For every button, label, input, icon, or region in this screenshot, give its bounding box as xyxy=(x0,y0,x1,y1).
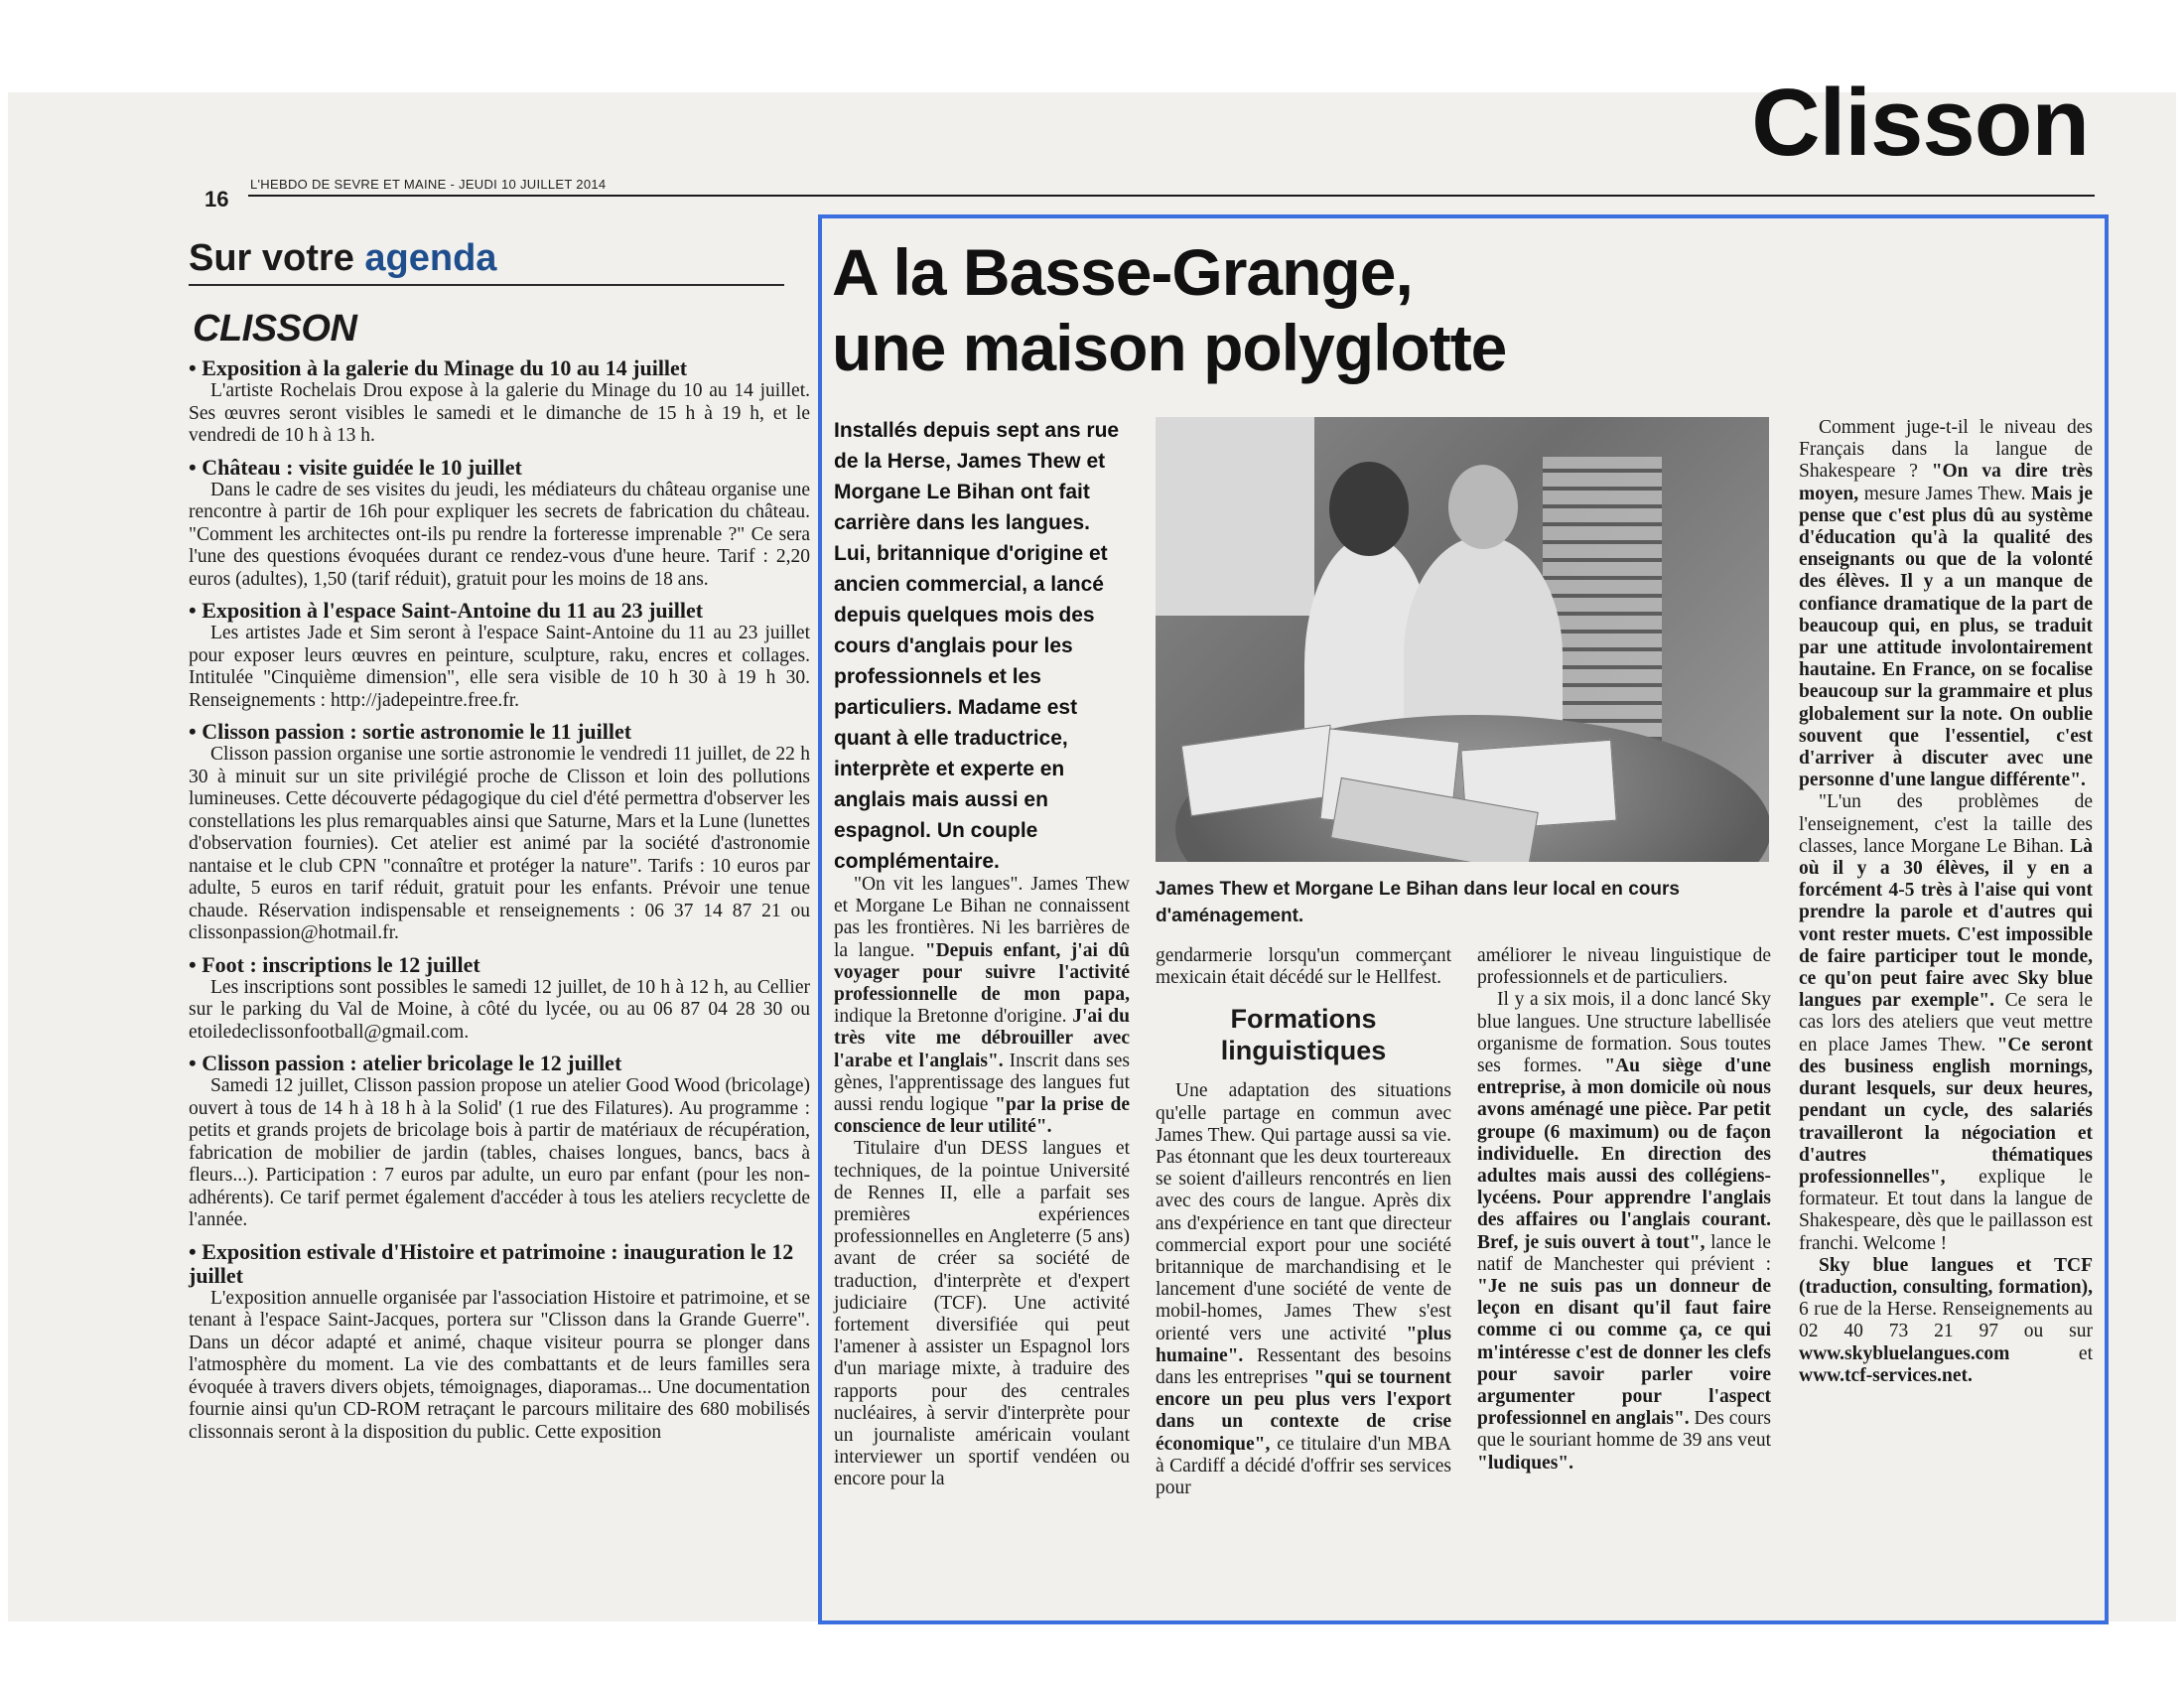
agenda-column xyxy=(189,236,810,1452)
headline-line-1: A la Basse-Grange, xyxy=(832,235,1413,309)
text-run: indique la Bretonne d'origine. xyxy=(834,1006,1073,1028)
city-heading: Clisson xyxy=(1751,70,2089,176)
event-body: L'artiste Rochelais Drou expose à la galerie du Minage du 10 au 14 juillet. Ses œuvres seront visibles le samedi et le dimanche de 15 h à 19 h, et le vendredi de 10 h à 13 h. xyxy=(189,380,810,446)
text-run: ce titulaire d'un MBA à Cardiff a décidé d'offrir ses services pour xyxy=(1156,1433,1451,1499)
paragraph xyxy=(1156,1080,1451,1499)
headline-line-2: une maison polyglotte xyxy=(832,311,1507,384)
photo-caption: James Thew et Morgane Le Bihan dans leur local en cours d'aménagement. xyxy=(1156,879,1680,926)
event-title: • Exposition à l'espace Saint-Antoine du 11 au 23 juillet xyxy=(189,598,704,623)
text-run: Il y a six mois, il a donc lancé Sky blue langues. Une structure labellisée organisme de formation. Sous toutes ses formes. xyxy=(1477,989,1771,1077)
article-photo xyxy=(1156,417,1769,862)
agenda-section-name: CLISSON xyxy=(193,308,357,350)
quote-run: J'ai du très vite me débrouiller avec l'arabe et l'anglais". xyxy=(834,1006,1131,1071)
event-body: L'exposition annuelle organisée par l'association Histoire et patrimoine, et se tenant à l'espace Saint-Jacques, portera sur "Clisson dans la Grande Guerre". Dans un décor adapté et animé, chaque visiteur pourra se plonger dans l'atmosphère du moment. La vie des combattants et de leurs familles sera évoquée à travers divers objets, témoignages, diaporamas... Une documentation fournie ainsi qu'un CD-ROM retraçant le parcours militaire des 680 mobilisés clissonnais seront à la disposition du public. Cette exposition xyxy=(189,1287,810,1443)
event-body: Clisson passion organise une sortie astronomie le vendredi 11 juillet, de 22 h 30 à minuit sur un site privilégié proche de Clisson et loin des pollutions lumineuses. Cette découverte pédagogique du ciel d'été permettra d'observer les constellations les plus remarquables ainsi que Saturne, Mars et la Lune (lunettes d'observation fournies). Cet atelier est animé par la société d'astronomie nantaise et le club CPN "connaître et protéger la nature". Tarifs : 10 euros par adulte, 5 euros en tarif réduit, gratuit pour les enfants. Prévoir une tenue chaude. Réservation indispensable et renseignements : 06 37 14 87 21 ou clissonpassion@hotmail.fr. xyxy=(189,744,810,943)
contact-info xyxy=(1799,1255,2093,1387)
agenda-title-accent: agenda xyxy=(364,237,497,279)
text-run: Des cours que le souriant homme de 39 ans veut xyxy=(1477,1408,1771,1452)
article-column-3 xyxy=(1477,945,1771,1475)
agenda-event xyxy=(189,456,810,592)
event-title: • Clisson passion : atelier bricolage le 12 juillet xyxy=(189,1051,622,1075)
paragraph xyxy=(834,874,1130,1138)
text-run: Comment juge-t-il le niveau des Français dans la langue de Shakespeare ? xyxy=(1799,417,2093,483)
article-subhead: Formations linguistiques xyxy=(1220,1004,1387,1066)
text-run: Une adaptation des situations qu'elle partage en commun avec James Thew. Qui partage aussi sa vie. Pas étonnant que les deux tourtereaux se soient d'ailleurs rencontrés en lien avec des cours de langue. Après dix ans d'expérience en tant que directeur commercial export pour une société britannique de marchandising et le lancement d'une société de vente de mobil-homes, James Thew s'est orienté vers une activité xyxy=(1156,1080,1451,1344)
agenda-title-prefix: Sur votre xyxy=(189,237,365,279)
photo-window xyxy=(1156,417,1314,616)
article-column-4 xyxy=(1799,417,2093,1387)
quote-run: "Je ne suis pas un donneur de leçon en disant qu'il faut faire comme ci ou comme ça, ce qui m'intéresse c'est de donner les clefs pour savoir parler voire argumenter pour l'aspect professionnel en anglais". xyxy=(1477,1276,1771,1430)
text-run: lance le natif de Manchester qui prévient : xyxy=(1477,1231,1771,1275)
text-run: "On vit les langues". James Thew et Morgane Le Bihan ne connaissent pas les frontières. Ni les barrières de la langue. xyxy=(834,874,1130,961)
photo-head-man xyxy=(1448,465,1518,549)
header-rule xyxy=(248,195,2095,197)
event-body: Samedi 12 juillet, Clisson passion propose un atelier Good Wood (bricolage) ouvert à tous de 14 h à 18 h à la Solid' (1 rue des Filatures). Au programme : petits et grands projets de bricolage bois à partir de matériaux de récupération, fabrication de mobilier de jardin (tables, chaises longues, bancs, bacs à fleurs...). Participation : 7 euros par adulte, un euro par enfant (pour les non-adhérents). Ce tarif permet également d'accéder à tous les ateliers recyclette de l'année. xyxy=(189,1075,810,1230)
masthead-show-through xyxy=(208,99,222,149)
article-headline xyxy=(832,234,1725,385)
contact-company: Sky blue langues et TCF (traduction, consulting, formation), xyxy=(1799,1254,2093,1298)
quote-run: Là où il y a 30 élèves, il y en a forcément 4-5 très à l'aise qui vont prendre la parole et d'autres qui vont rester muets. C'est impossible de faire participer tout le monde, ce qu'on peut faire avec Sky blue langues par exemple". xyxy=(1799,835,2093,1012)
quote-run: "Au siège d'une entreprise, à mon domicile où nous avons aménagé une pièce. Par petit groupe (6 maximum) ou de façon individuelle. En direction des adultes mais aussi des collégiens-lycéens. Pour apprendre l'anglais des affaires ou l'anglais courant. Bref, je suis ouvert à tout", xyxy=(1477,1055,1771,1253)
contact-website: www.tcf-services.net. xyxy=(1799,1364,1973,1386)
paragraph: gendarmerie lorsqu'un commerçant mexicain était décédé sur le Hellfest. xyxy=(1156,945,1451,989)
text-run: Inscrit dans ses gènes, l'apprentissage des langues fut aussi rendu logique xyxy=(834,1050,1130,1116)
agenda-event xyxy=(189,720,810,945)
text-run: et xyxy=(2009,1342,2093,1364)
text-run: mesure James Thew. xyxy=(1858,483,2032,504)
event-title: • Exposition estivale d'Histoire et patrimoine : inauguration le 12 juillet xyxy=(189,1238,794,1288)
quote-run: "par la prise de conscience de leur utilité". xyxy=(834,1094,1130,1138)
quote-run: "plus humaine". xyxy=(1156,1323,1451,1366)
quote-run: "Depuis enfant, j'ai dû voyager pour suivre l'activité professionnelle de mon papa, xyxy=(834,939,1130,1006)
text-run: 6 rue de la Herse. Renseignements au 02 40 73 21 97 ou sur xyxy=(1799,1299,2093,1342)
event-title: • Château : visite guidée le 10 juillet xyxy=(189,454,522,480)
event-body: Les artistes Jade et Sim seront à l'espace Saint-Antoine du 11 au 23 juillet pour exposer leurs œuvres en peinture, sculpture, raku, encres et collages. Intitulée "Cinquième dimension", elle sera visible de 10 h 30 à 19 h 30. Renseignements : http://jadepeintre.free.fr. xyxy=(189,623,810,711)
quote-run: "qui se tournent encore un peu plus vers l'export dans un contexte de crise économique", xyxy=(1156,1367,1452,1455)
paragraph xyxy=(1799,417,2093,791)
agenda-event xyxy=(189,599,810,712)
event-body: Dans le cadre de ses visites du jeudi, les médiateurs du château organise une rencontre à partir de 16h pour expliquer les secrets de fabrication du château. "Comment les architectes ont-ils pu rendre la forteresse imprenable ?" Ce sera l'une des questions évoquées durant ce rendez-vous d'une heure. Tarif : 2,20 euros (adultes), 1,50 (tarif réduit), gratuit pour les moins de 18 ans. xyxy=(189,479,810,590)
contact-website: www.skybluelangues.com xyxy=(1799,1342,2010,1364)
quote-run: "ludiques". xyxy=(1477,1452,1573,1474)
paragraph xyxy=(1799,791,2093,1254)
paragraph: Titulaire d'un DESS langues et techniques, de la pointue Université de Rennes II, elle a parfait ses premières expériences professionnelles en Angleterre (5 ans) avant de créer sa société de traduction, d'interprète et d'expert judiciaire (TCF). Une activité fortement diversifiée qui peut l'amener à assister un Espagnol lors d'un mariage mixte, à traduire des rapports pour des centrales nucléaires, à servir d'interprète pour un journaliste américain voulant interviewer un sportif vendéen ou encore pour la xyxy=(834,1138,1130,1490)
agenda-event xyxy=(189,953,810,1045)
page-number: 16 xyxy=(205,187,229,211)
agenda-event xyxy=(189,1240,810,1445)
text-run: Ce sera le cas lors des ateliers que veut mettre en place James Thew. xyxy=(1799,990,2093,1055)
paragraph xyxy=(1477,989,1771,1474)
text-run: Ressentant des besoins dans les entreprises xyxy=(1156,1344,1451,1389)
article-lead: Installés depuis sept ans rue de la Herse, James Thew et Morgane Le Bihan ont fait carrière dans les langues. Lui, britannique d'origine et ancien commercial, a lancé depuis quelques mois des cours d'anglais pour les professionnels et les particuliers. Madame est quant à elle traductrice, interprète et experte en anglais mais aussi en espagnol. Un couple complémentaire. xyxy=(834,419,1120,873)
quote-run: "Ce seront des business english mornings, durant lesquels, sur deux heures, pendant un cycle, des salariés travailleront la négociation et d'autres thématiques professionnelles", xyxy=(1799,1034,2093,1188)
quote-run: Mais je pense que c'est plus dû au système d'éducation qu'à la qualité des enseignants ou que de la volonté des élèves. Il y a un manque de confiance dramatique de la part de beaucoup qui, en plus, se traduit par une attitude involontairement hautaine. En France, on se focalise beaucoup sur la grammaire et plus globalement sur la note. On oublie souvent que l'essentiel, c'est d'arriver à discuter avec une personne d'une langue différente". xyxy=(1799,483,2094,791)
article-column-2 xyxy=(1156,945,1451,1499)
event-body: Les inscriptions sont possibles le samedi 12 juillet, de 10 h à 12 h, au Cellier sur le parking du Val de Moine, à côté du lycée, ou au 06 87 04 28 30 ou etoiledeclissonfootball@gmail.com. xyxy=(189,976,810,1043)
photo-head-woman xyxy=(1329,462,1409,556)
text-run: explique le formateur. Et tout dans la langue de Shakespeare, dès que le paillasson est franchi. Welcome ! xyxy=(1799,1166,2093,1254)
agenda-event xyxy=(189,356,810,448)
event-title: • Foot : inscriptions le 12 juillet xyxy=(189,951,480,977)
quote-run: "On va dire très moyen, xyxy=(1799,461,2094,504)
text-run: "L'un des problèmes de l'enseignement, c'est la taille des classes, lance Morgane Le Bihan. xyxy=(1799,791,2093,857)
publication-line: L'HEBDO DE SEVRE ET MAINE - JEUDI 10 JUILLET 2014 xyxy=(250,177,607,192)
event-title: • Exposition à la galerie du Minage du 10 au 14 juillet xyxy=(189,355,688,380)
agenda-event xyxy=(189,1052,810,1232)
paragraph: améliorer le niveau linguistique de professionnels et de particuliers. xyxy=(1477,945,1771,989)
agenda-title xyxy=(189,236,784,286)
article-column-1 xyxy=(834,874,1130,1491)
event-title: • Clisson passion : sortie astronomie le 11 juillet xyxy=(189,719,632,744)
